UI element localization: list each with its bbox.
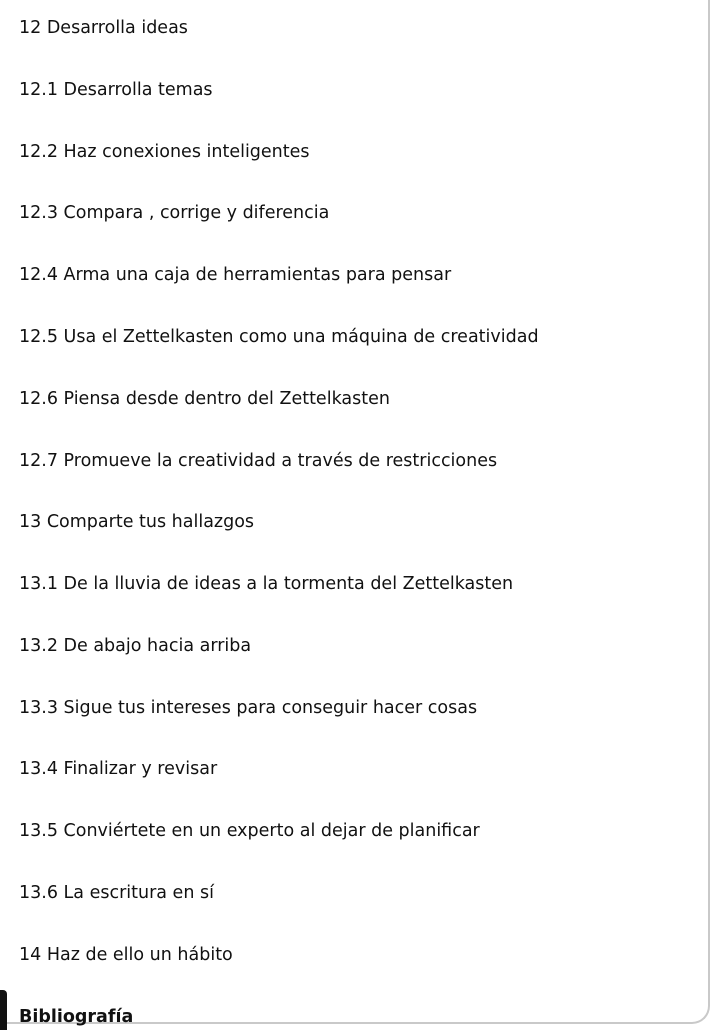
toc-item-12-3[interactable]: 12.3 Compara , corrige y diferencia bbox=[19, 203, 330, 223]
current-section-marker bbox=[0, 990, 7, 1030]
toc-item-13-1[interactable]: 13.1 De la lluvia de ideas a la tormenta del Zettelkasten bbox=[19, 574, 514, 594]
toc-item-12-7[interactable]: 12.7 Promueve la creatividad a través de restricciones bbox=[19, 451, 498, 471]
toc-item-12[interactable]: 12 Desarrolla ideas bbox=[19, 18, 188, 38]
toc-item-13-2[interactable]: 13.2 De abajo hacia arriba bbox=[19, 636, 252, 656]
toc-item-12-6[interactable]: 12.6 Piensa desde dentro del Zettelkasten bbox=[19, 389, 390, 409]
toc-item-13-4[interactable]: 13.4 Finalizar y revisar bbox=[19, 759, 218, 779]
toc-item-14[interactable]: 14 Haz de ello un hábito bbox=[19, 945, 233, 965]
toc-item-13[interactable]: 13 Comparte tus hallazgos bbox=[19, 512, 255, 532]
toc-heading-bibliografia[interactable]: Bibliografía bbox=[19, 1007, 134, 1027]
toc-item-13-6[interactable]: 13.6 La escritura en sí bbox=[19, 883, 214, 903]
toc-item-12-5[interactable]: 12.5 Usa el Zettelkasten como una máquina de creatividad bbox=[19, 327, 539, 347]
toc-item-13-3[interactable]: 13.3 Sigue tus intereses para conseguir hacer cosas bbox=[19, 698, 478, 718]
toc-item-13-5[interactable]: 13.5 Conviértete en un experto al dejar de planificar bbox=[19, 821, 480, 841]
toc-item-12-1[interactable]: 12.1 Desarrolla temas bbox=[19, 80, 213, 100]
toc-item-12-2[interactable]: 12.2 Haz conexiones inteligentes bbox=[19, 142, 310, 162]
toc-item-12-4[interactable]: 12.4 Arma una caja de herramientas para pensar bbox=[19, 265, 452, 285]
